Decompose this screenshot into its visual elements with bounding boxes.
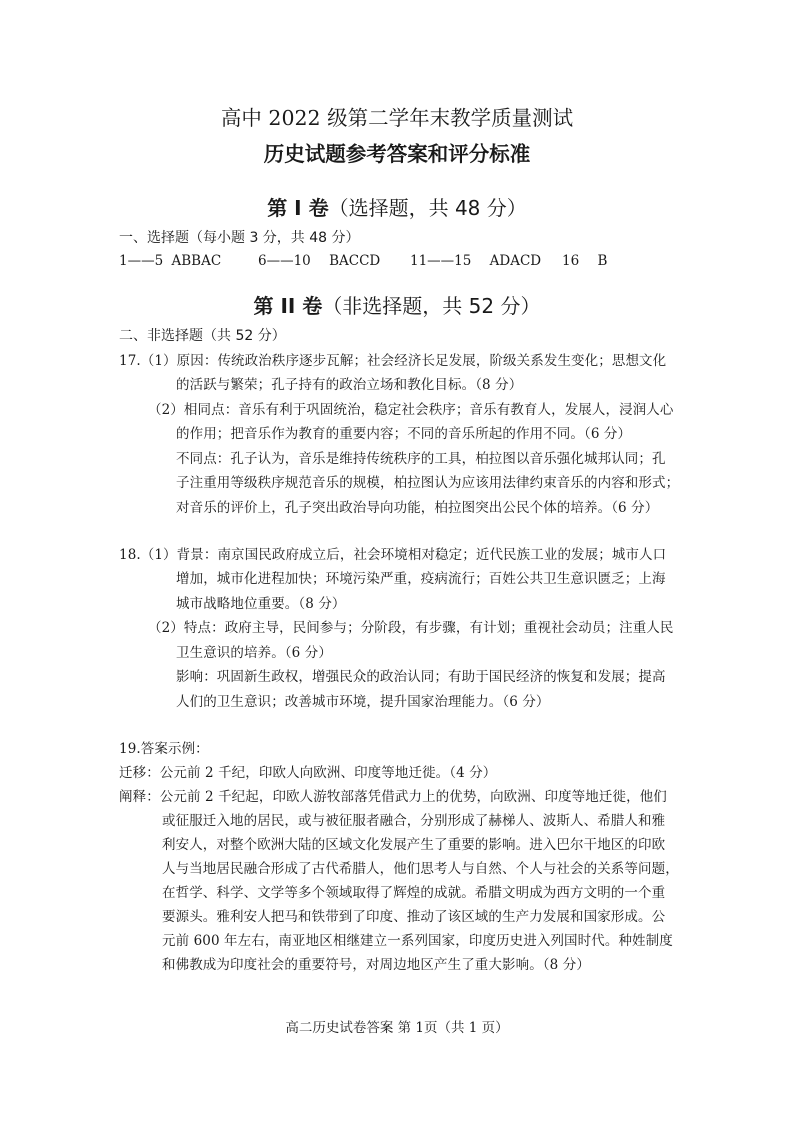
answer-group-2 bbox=[258, 251, 380, 271]
part1-heading bbox=[0, 194, 794, 222]
q17-line: 的活跃与繁荣；孔子持有的政治立场和教化目标。（8 分） bbox=[176, 377, 523, 393]
q17-line: 子注重用等级秩序规范音乐的规模，柏拉图认为应该用法律约束音乐的内容和形式； bbox=[176, 475, 680, 491]
section2-title: 二、非选择题（共 52 分） bbox=[119, 328, 286, 344]
q19-line: 在哲学、科学、文学等多个领域取得了辉煌的成就。希腊文明成为西方文明的一个重 bbox=[162, 885, 666, 901]
answer-range: 1——5 bbox=[119, 253, 164, 269]
q17-line: 对音乐的评价上，孔子突出政治导向功能，柏拉图突出公民个体的培养。（6 分） bbox=[176, 500, 659, 516]
q17-line: 不同点：孔子认为，音乐是维持传统秩序的工具，柏拉图以音乐强化城邦认同；孔 bbox=[176, 451, 666, 467]
q19-line: 元前 600 年左右，南亚地区相继建立一系列国家，印度历史进入列国时代。种姓制度 bbox=[162, 933, 673, 949]
section1-title: 一、选择题（每小题 3 分，共 48 分） bbox=[119, 230, 360, 246]
q19-line: 要源头。雅利安人把马和铁带到了印度、推动了该区域的生产力发展和国家形成。公 bbox=[162, 909, 666, 925]
answer-group-1 bbox=[119, 251, 221, 271]
q19-line: 和佛教成为印度社会的重要符号，对周边地区产生了重大影响。（8 分） bbox=[162, 957, 590, 973]
q18-line: 影响：巩固新生政权，增强民众的政治认同；有助于国民经济的恢复和发展；提高 bbox=[176, 669, 666, 685]
answer-group-3 bbox=[410, 251, 541, 271]
q19-line: 或征服迁入地的居民，或与被征服者融合，分别形成了赫梯人、波斯人、希腊人和雅 bbox=[162, 813, 666, 829]
part2-heading bbox=[0, 292, 794, 320]
part2-heading-label: 第 II 卷 bbox=[253, 294, 323, 318]
q18-line: 18.（1）背景：南京国民政府成立后，社会环境相对稳定；近代民族工业的发展；城市人口 bbox=[119, 547, 667, 563]
q18-line: 人们的卫生意识；改善城市环境，提升国家治理能力。（6 分） bbox=[176, 694, 550, 710]
part1-heading-label: 第 I 卷 bbox=[267, 196, 329, 220]
q18-line: 增加，城市化进程加快；环境污染严重，疫病流行；百姓公共卫生意识匮乏；上海 bbox=[176, 571, 666, 587]
answer-range: 6——10 bbox=[258, 253, 311, 269]
answer-letters: B bbox=[597, 253, 608, 269]
q19-line: 迁移：公元前 2 千纪，印欧人向欧洲、印度等地迁徙。（4 分） bbox=[119, 765, 497, 781]
q17-line: 17.（1）原因：传统政治秩序逐步瓦解；社会经济长足发展，阶级关系发生变化；思想文化 bbox=[119, 353, 667, 369]
part2-heading-note: （非选择题，共 52 分） bbox=[322, 294, 541, 318]
q18-line: 城市战略地位重要。（8 分） bbox=[176, 596, 346, 612]
answer-range: 11——15 bbox=[410, 253, 472, 269]
exam-title: 高中 2022 级第二学年末教学质量测试 bbox=[220, 106, 574, 130]
q19-line: 利安人，对整个欧洲大陆的区域文化发展产生了重要的影响。进入巴尔干地区的印欧 bbox=[162, 837, 666, 853]
q19-line: 人与当地居民融合形成了古代希腊人，他们思考人与自然、个人与社会的关系等问题， bbox=[162, 861, 679, 877]
part1-heading-note: （选择题，共 48 分） bbox=[328, 196, 527, 220]
exam-subtitle: 历史试题参考答案和评分标准 bbox=[263, 142, 531, 166]
q19-line: 19.答案示例： bbox=[119, 741, 209, 757]
answer-letters: ABBAC bbox=[171, 253, 222, 269]
q18-line: （2）特点：政府主导，民间参与；分阶段，有步骤，有计划；重视社会动员；注重人民 bbox=[148, 620, 674, 636]
q17-line: （2）相同点：音乐有利于巩固统治，稳定社会秩序；音乐有教育人，发展人，浸润人心 bbox=[148, 402, 674, 418]
q19-line: 阐释：公元前 2 千纪起，印欧人游牧部落凭借武力上的优势，向欧洲、印度等地迁徙，他们 bbox=[119, 789, 667, 805]
answer-letters: BACCD bbox=[329, 253, 381, 269]
page-footer: 高二历史试卷答案 第 1页（共 1 页） bbox=[285, 1020, 509, 1036]
q18-line: 卫生意识的培养。（6 分） bbox=[176, 645, 332, 661]
answer-range: 16 bbox=[562, 253, 580, 269]
answer-group-4 bbox=[562, 251, 607, 271]
answer-letters: ADACD bbox=[489, 253, 542, 269]
q17-line: 的作用；把音乐作为教育的重要内容；不同的音乐所起的作用不同。（6 分） bbox=[176, 426, 632, 442]
